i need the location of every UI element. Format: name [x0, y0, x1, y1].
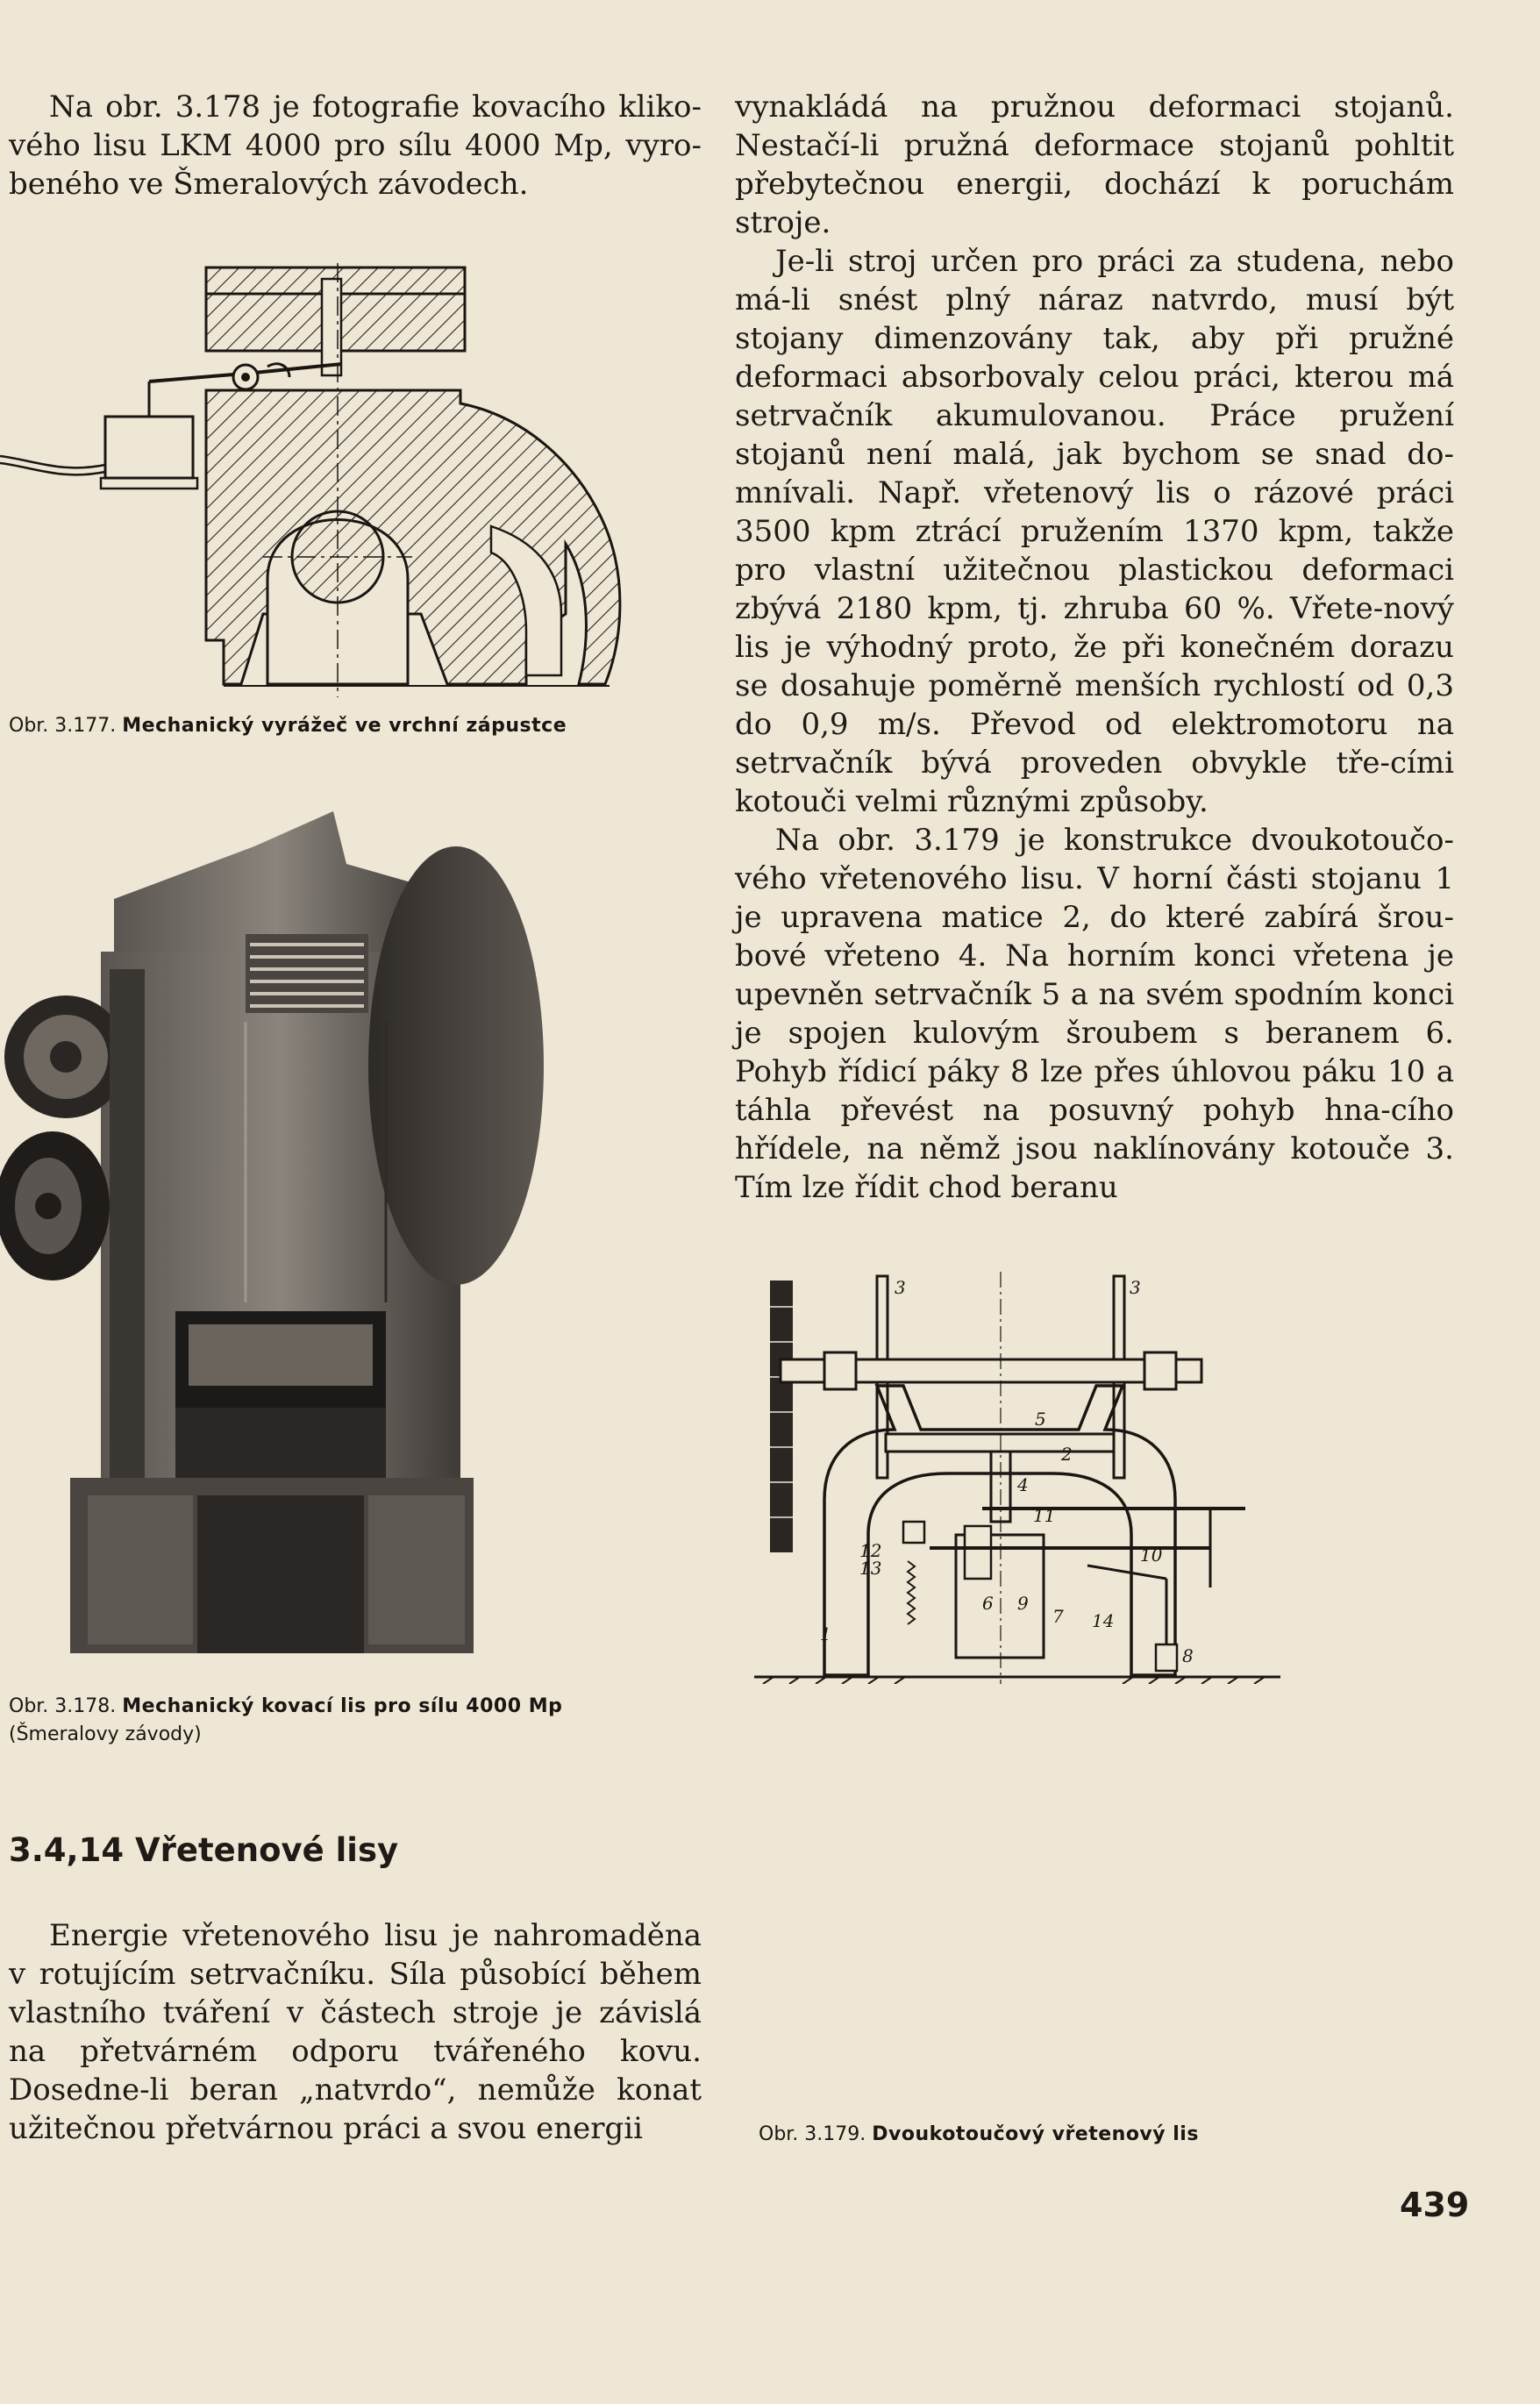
- figure-3-178-label: Obr. 3.178.: [9, 1695, 117, 1717]
- label-8: 8: [1182, 1645, 1194, 1666]
- label-9: 9: [1017, 1593, 1029, 1614]
- right-paragraph-3: Na obr. 3.179 je konstrukce dvoukotoučo-vého vřetenového lisu. V horní části stojanu 1 je upravena matice 2, do které zabírá šrou-bové vřeteno 4. Na horním konci vřetena je upevněn setrvačník 5 a na svém spodním konci je spojen kulovým šroubem s beranem 6. Pohyb řídicí páky 8 lze přes úhlovou páku 10 a táhla převést na posuvný pohyb hna-cího hřídele, na němž jsou naklínovány kotouče 3. Tím lze řídit chod beranu: [735, 823, 1454, 1205]
- angle-lever: [1087, 1566, 1166, 1579]
- flywheel: [886, 1434, 1114, 1452]
- forging-press-photo-svg: [0, 794, 561, 1684]
- label-12: 12: [859, 1540, 882, 1561]
- ejector-drawing-svg: [0, 263, 631, 702]
- figure-3-179-drawing: [754, 1272, 1315, 1684]
- label-3-left: 3: [895, 1277, 906, 1298]
- right-paragraph-1: vynakládá na pružnou deformaci stojanů. Nestačí-li pružná deformace stojanů pohltit přebytečnou energii, dochází k poruchám stroje.: [735, 89, 1454, 240]
- label-6: 6: [982, 1593, 994, 1614]
- section-number: 3.4,14: [9, 1831, 125, 1869]
- figure-3-179-title: Dvoukotoučový vřetenový lis: [872, 2123, 1199, 2145]
- section-title: Vřetenové lisy: [134, 1831, 399, 1869]
- label-4: 4: [1017, 1474, 1029, 1495]
- left-column: [9, 88, 710, 203]
- right-paragraph-2: Je-li stroj určen pro práci za studena, nebo má-li snést plný náraz natvrdo, musí být stojany dimenzovány tak, aby při pružné deformaci absorbovaly celou práci, kterou má setrvačník akumulovanou. Práce pružení stojanů není malá, jak bychom se snad do-mnívali. Např. vřetenový lis o rázové práci 3500 kpm ztrácí pružením 1370 kpm, takže pro vlastní užitečnou plastickou deformaci zbývá 2180 kpm, tj. zhruba 60 %. Vřete-nový lis je výhodný proto, že při konečném dorazu se dosahuje poměrně menších rychlostí od 0,3 do 0,9 m/s. Převod od elektromotoru na setrvačník bývá proveden obvykle tře-cími kotouči velmi různými způsoby.: [735, 244, 1454, 819]
- label-2: 2: [1061, 1444, 1073, 1465]
- figure-3-179-caption: [759, 2121, 1199, 2149]
- label-5: 5: [1035, 1409, 1046, 1430]
- section-heading: [9, 1831, 398, 1869]
- figure-3-178-caption: [9, 1693, 702, 1749]
- label-7: 7: [1052, 1606, 1064, 1627]
- control-lever: [1156, 1644, 1177, 1671]
- flywheel-housing: [368, 846, 544, 1285]
- figure-3-178-source: (Šmeralovy závody): [9, 1723, 202, 1745]
- screw-press-drawing-svg: [754, 1272, 1315, 1684]
- intro-paragraph: Na obr. 3.178 je fotografie kovacího kliko-vého lisu LKM 4000 pro sílu 4000 Mp, vyro-beného ve Šmeralových závodech.: [9, 89, 702, 202]
- section-paragraph: Energie vřetenového lisu je nahromaděna v rotujícím setrvačníku. Síla působící během vlastního tváření v částech stroje je závislá na přetvárném odporu tvářeného kovu. Dosedne-li beran „natvrdo“, nemůže konat užitečnou přetvárnou práci a svou energii: [9, 1918, 702, 2146]
- figure-3-177-caption: [9, 712, 567, 740]
- label-1: 1: [820, 1623, 831, 1644]
- air-cylinder: [105, 417, 193, 478]
- label-10: 10: [1140, 1544, 1163, 1566]
- ejector-pin: [322, 279, 341, 375]
- return-spring: [908, 1561, 915, 1624]
- label-14: 14: [1092, 1610, 1115, 1631]
- figure-3-177-drawing: [0, 263, 631, 702]
- figure-3-178-title: Mechanický kovací lis pro sílu 4000 Mp: [122, 1695, 563, 1717]
- figure-3-177-title: Mechanický vyrážeč ve vrchní zápustce: [122, 715, 567, 737]
- figure-3-177-label: Obr. 3.177.: [9, 715, 117, 737]
- label-3-right: 3: [1130, 1277, 1141, 1298]
- vent-grille: [246, 934, 368, 1013]
- label-11: 11: [1033, 1505, 1056, 1526]
- figure-3-178-photo: [0, 794, 561, 1684]
- belt-pulley: [770, 1280, 793, 1552]
- label-13: 13: [859, 1558, 882, 1579]
- page-number: 439: [1400, 2186, 1470, 2224]
- right-column: [735, 88, 1454, 1207]
- figure-3-179-label: Obr. 3.179.: [759, 2123, 866, 2145]
